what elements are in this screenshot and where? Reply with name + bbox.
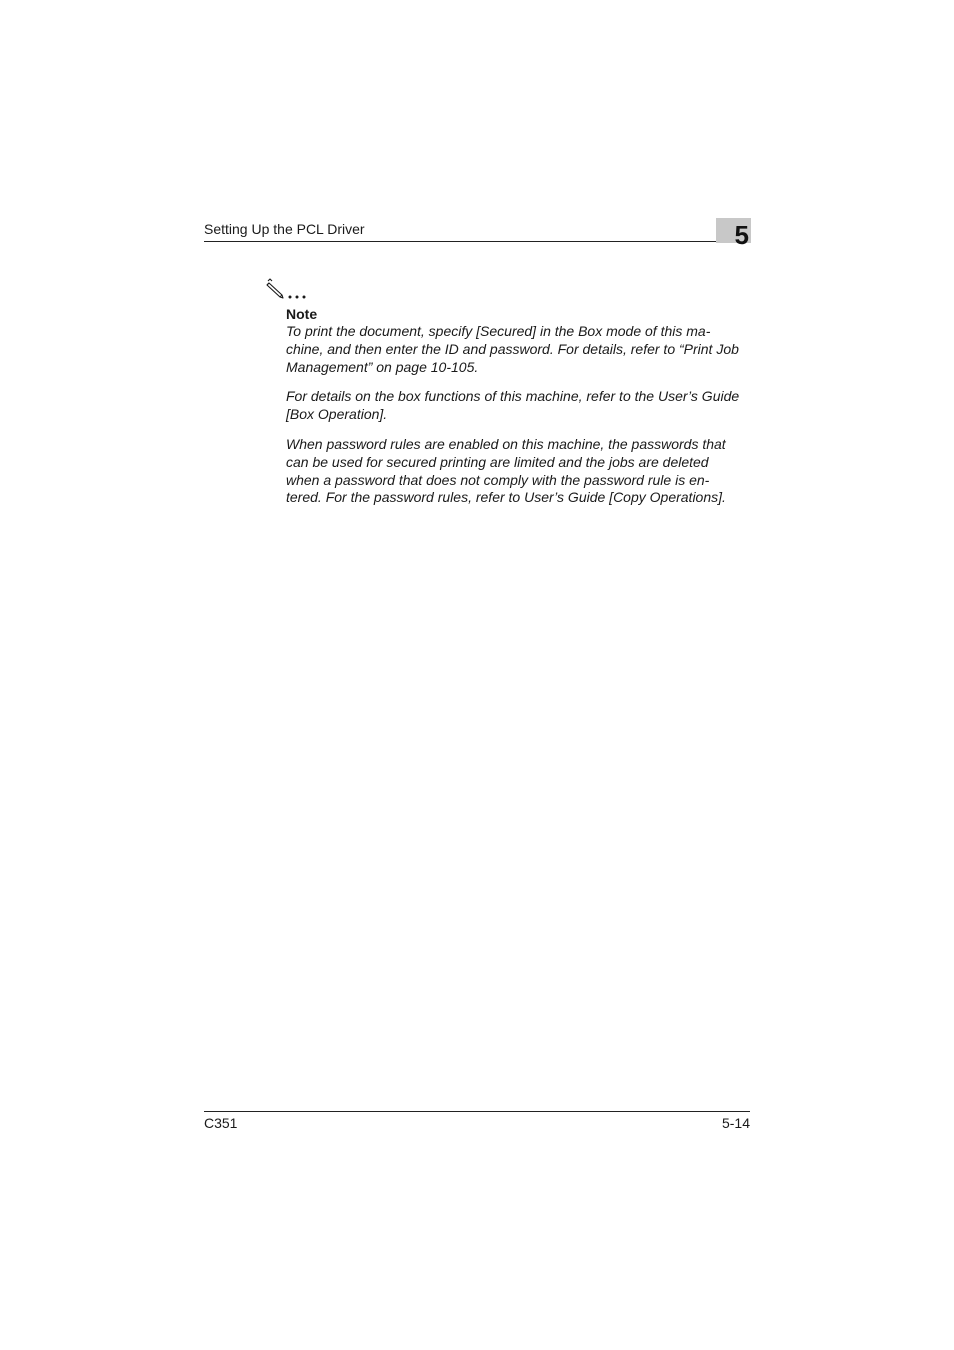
note-body [286, 323, 756, 519]
chapter-number-tab: 5 [716, 218, 751, 243]
note-line: tered. For the password rules, refer to User’s Guide [Copy Operations]. [286, 489, 726, 506]
header-section-title: Setting Up the PCL Driver [204, 221, 365, 237]
note-line: [Box Operation]. [286, 406, 388, 423]
note-line: Management” on page 10-105. [286, 358, 479, 375]
note-paragraph [286, 388, 756, 424]
note-line: chine, and then enter the ID and password. For details, refer to “Print Job [286, 340, 739, 357]
pencil-note-icon [264, 276, 312, 302]
header-divider [204, 241, 716, 242]
footer-divider [204, 1111, 750, 1112]
note-line: To print the document, specify [Secured] in the Box mode of this ma- [286, 323, 711, 339]
note-line: can be used for secured printing are limited and the jobs are deleted [286, 453, 709, 470]
note-line: For details on the box functions of this machine, refer to the User’s Guide [286, 388, 740, 405]
note-paragraph [286, 436, 756, 507]
note-heading: Note [286, 306, 318, 322]
note-line: when a password that does not comply with the password rule is en- [286, 471, 710, 488]
note-paragraph [286, 323, 756, 376]
note-line: When password rules are enabled on this machine, the passwords that [286, 435, 726, 452]
footer-model-name: C351 [204, 1115, 238, 1131]
footer-page-number: 5-14 [721, 1115, 750, 1131]
